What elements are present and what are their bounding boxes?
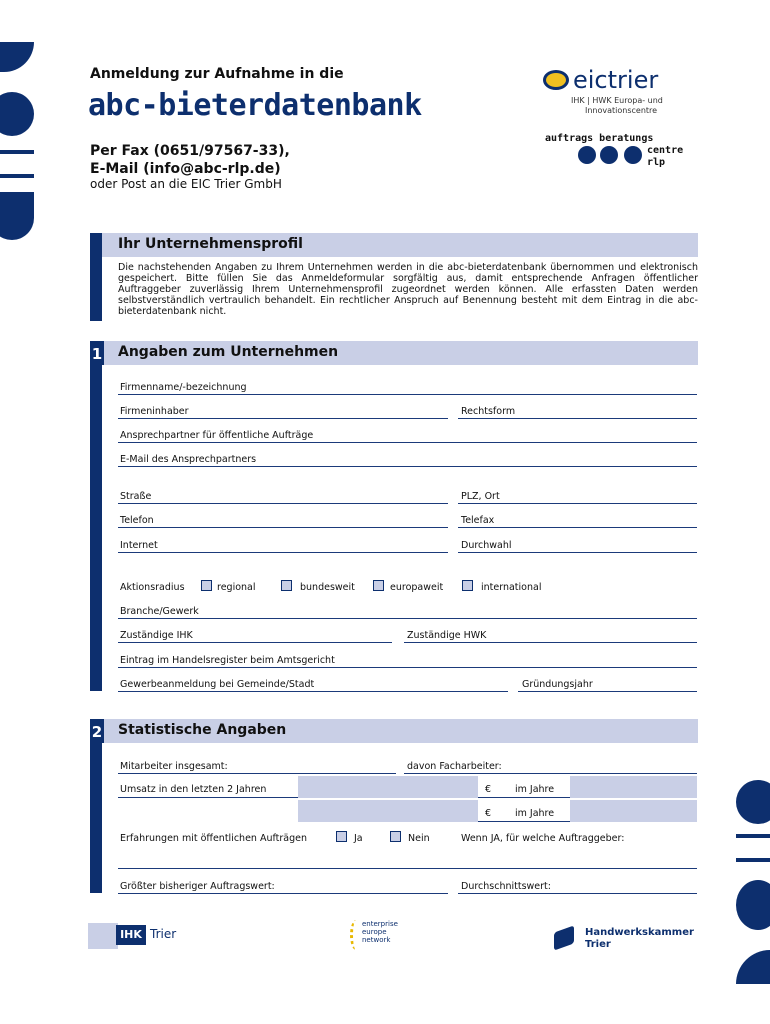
ihk-label: Zuständige IHK bbox=[120, 630, 193, 641]
branche-label: Branche/Gewerk bbox=[120, 606, 199, 617]
ihk-field[interactable] bbox=[118, 642, 392, 643]
bundesweit-label: bundesweit bbox=[300, 582, 355, 593]
section1-header bbox=[90, 341, 698, 365]
fax-line: Per Fax (0651/97567-33), bbox=[90, 143, 290, 159]
gewerbe-field[interactable] bbox=[118, 691, 508, 692]
nein-checkbox[interactable] bbox=[390, 831, 401, 842]
rechtsform-field[interactable] bbox=[458, 418, 697, 419]
profile-title: Ihr Unternehmensprofil bbox=[118, 236, 303, 252]
regional-label: regional bbox=[217, 582, 256, 593]
telefax-label: Telefax bbox=[461, 515, 495, 526]
gruendungsjahr-label: Gründungsjahr bbox=[522, 679, 593, 690]
groesster-label: Größter bisheriger Auftragswert: bbox=[120, 881, 275, 892]
auftraggeber-field[interactable] bbox=[118, 868, 697, 869]
ihk-logo-shade bbox=[88, 923, 118, 949]
international-checkbox[interactable] bbox=[462, 580, 473, 591]
profile-left-stripe bbox=[90, 257, 102, 321]
eic-logo-text: eictrier bbox=[573, 66, 659, 94]
rechtsform-label: Rechtsform bbox=[461, 406, 516, 417]
nein-label: Nein bbox=[408, 833, 430, 844]
gruendungsjahr-field[interactable] bbox=[518, 691, 697, 692]
deco-left-circle bbox=[0, 92, 34, 136]
strasse-field[interactable] bbox=[118, 503, 448, 504]
umsatz-row1-underline bbox=[478, 797, 570, 798]
ihk-trier-logo bbox=[88, 923, 208, 949]
handelsregister-label: Eintrag im Handelsregister beim Amtsgericht bbox=[120, 655, 335, 666]
hwk-line2: Trier bbox=[585, 939, 611, 950]
eic-logo-sub bbox=[571, 96, 663, 116]
facharbeiter-label: davon Facharbeiter: bbox=[407, 761, 502, 772]
enterprise-europe-network-logo bbox=[350, 918, 410, 954]
eic-sub-line2: Innovationscentre bbox=[585, 106, 658, 115]
hwk-label: Zuständige HWK bbox=[407, 630, 487, 641]
section2-title: Statistische Angaben bbox=[118, 722, 287, 738]
profile-intro: Die nachstehenden Angaben zu Ihrem Unternehmen werden in die abc-bieterdatenbank übernommen und elektronisch gespeichert. Bitte füllen Sie das Anmeldeformular sorgfältig aus, damit entsprechende Anfragen öffentlicher Auftraggeber zuverlässig Ihrem Unternehmensprofil zugeordnet werden können. Alle erfassten Daten werden selbstverständlich vertraulich behandelt. Ein rechtlicher Anspruch auf Benennung besteht mit dem Eintrag in die abc-bieterdatenbank nicht. bbox=[118, 262, 698, 317]
durchwahl-field[interactable] bbox=[458, 552, 697, 553]
section2-number: 2 bbox=[90, 719, 104, 743]
deco-left-bar2 bbox=[0, 174, 34, 178]
section1-number: 1 bbox=[90, 341, 104, 365]
hwk-field[interactable] bbox=[404, 642, 697, 643]
email-field[interactable] bbox=[118, 466, 697, 467]
hwk-logo-text bbox=[585, 927, 694, 951]
deco-right-bar2 bbox=[736, 858, 770, 862]
deco-left-bar1 bbox=[0, 150, 34, 154]
strasse-label: Straße bbox=[120, 491, 152, 502]
firmenname-field[interactable] bbox=[118, 394, 697, 395]
ja-label: Ja bbox=[354, 833, 363, 844]
im-jahre-label-2: im Jahre bbox=[515, 808, 555, 819]
euro-symbol-2: € bbox=[485, 808, 492, 819]
firmeninhaber-field[interactable] bbox=[118, 418, 448, 419]
eic-sub-line1: IHK | HWK Europa- und bbox=[571, 96, 663, 105]
eic-mark-icon bbox=[543, 70, 569, 90]
umsatz-label: Umsatz in den letzten 2 Jahren bbox=[120, 784, 267, 795]
abc-dot-1 bbox=[578, 146, 596, 164]
header-title-line1: Anmeldung zur Aufnahme in die bbox=[90, 66, 344, 82]
europaweit-checkbox[interactable] bbox=[373, 580, 384, 591]
umsatz-amount-1[interactable] bbox=[298, 776, 478, 798]
abc-logo-top: auftrags beratungs bbox=[545, 133, 654, 144]
internet-label: Internet bbox=[120, 540, 158, 551]
header-title-abc: abc-bieterdatenbank bbox=[88, 88, 422, 123]
ansprechpartner-field[interactable] bbox=[118, 442, 697, 443]
europaweit-label: europaweit bbox=[390, 582, 444, 593]
abc-dot-3 bbox=[624, 146, 642, 164]
abc-logo-centre: centre bbox=[647, 145, 684, 156]
plz-ort-field[interactable] bbox=[458, 503, 697, 504]
bundesweit-checkbox[interactable] bbox=[281, 580, 292, 591]
durchschnitt-label: Durchschnittswert: bbox=[461, 881, 551, 892]
ihk-logo-city: Trier bbox=[150, 927, 177, 941]
section1-title: Angaben zum Unternehmen bbox=[118, 344, 339, 360]
deco-right-top bbox=[736, 780, 770, 824]
hwk-line1: Handwerkskammer bbox=[585, 927, 694, 938]
profile-header bbox=[90, 233, 698, 257]
ansprechpartner-label: Ansprechpartner für öffentliche Aufträge bbox=[120, 430, 314, 441]
gewerbe-label: Gewerbeanmeldung bei Gemeinde/Stadt bbox=[120, 679, 315, 690]
regional-checkbox[interactable] bbox=[201, 580, 212, 591]
mitarbeiter-label: Mitarbeiter insgesamt: bbox=[120, 761, 228, 772]
ja-checkbox[interactable] bbox=[336, 831, 347, 842]
wenn-ja-label: Wenn JA, für welche Auftraggeber: bbox=[461, 833, 625, 844]
international-label: international bbox=[481, 582, 542, 593]
een-line2: europe bbox=[362, 928, 387, 936]
umsatz-year-1[interactable] bbox=[570, 776, 697, 798]
section1-left-stripe bbox=[90, 365, 102, 691]
eic-logo bbox=[543, 66, 693, 122]
handelsregister-field[interactable] bbox=[118, 667, 697, 668]
telefon-label: Telefon bbox=[120, 515, 154, 526]
internet-field[interactable] bbox=[118, 552, 448, 553]
durchwahl-label: Durchwahl bbox=[461, 540, 512, 551]
header-contact bbox=[90, 142, 290, 178]
telefax-field[interactable] bbox=[458, 527, 697, 528]
firmeninhaber-label: Firmeninhaber bbox=[120, 406, 189, 417]
een-stars-icon bbox=[350, 920, 362, 950]
abc-logo-rlp: rlp bbox=[647, 157, 666, 168]
ihk-logo-box: IHK bbox=[116, 925, 146, 945]
durchschnitt-field[interactable] bbox=[458, 893, 697, 894]
section2-left-stripe bbox=[90, 743, 102, 893]
email-label: E-Mail des Ansprechpartners bbox=[120, 454, 257, 465]
hwk-trier-logo bbox=[554, 925, 694, 951]
groesster-field[interactable] bbox=[118, 893, 448, 894]
deco-left-top bbox=[0, 42, 34, 72]
email-line: E-Mail (info@abc-rlp.de) bbox=[90, 161, 281, 177]
section2-header bbox=[90, 719, 698, 743]
aktionsradius-label: Aktionsradius bbox=[120, 582, 185, 593]
euro-symbol-1: € bbox=[485, 784, 492, 795]
umsatz-row2-underline bbox=[478, 821, 570, 822]
hwk-mark-icon bbox=[554, 925, 574, 950]
een-line1: enterprise bbox=[362, 920, 398, 928]
branche-field[interactable] bbox=[118, 618, 697, 619]
een-logo-text bbox=[362, 920, 398, 944]
facharbeiter-field[interactable] bbox=[404, 773, 697, 774]
abc-dot-2 bbox=[600, 146, 618, 164]
abc-logo bbox=[545, 133, 695, 173]
een-line3: network bbox=[362, 936, 391, 944]
firmenname-label: Firmenname/-bezeichnung bbox=[120, 382, 247, 393]
deco-right-bar1 bbox=[736, 834, 770, 838]
plz-ort-label: PLZ, Ort bbox=[461, 491, 500, 502]
mitarbeiter-field[interactable] bbox=[118, 773, 396, 774]
telefon-field[interactable] bbox=[118, 527, 448, 528]
umsatz-amount-2[interactable] bbox=[298, 800, 478, 822]
deco-right-circle bbox=[736, 880, 770, 930]
profile-stripe bbox=[90, 233, 102, 257]
im-jahre-label-1: im Jahre bbox=[515, 784, 555, 795]
deco-right-bottom bbox=[736, 950, 770, 984]
umsatz-underline bbox=[118, 797, 298, 798]
umsatz-year-2[interactable] bbox=[570, 800, 697, 822]
erfahrungen-label: Erfahrungen mit öffentlichen Aufträgen bbox=[120, 833, 307, 844]
post-line: oder Post an die EIC Trier GmbH bbox=[90, 177, 282, 191]
deco-left-bottom bbox=[0, 192, 34, 240]
